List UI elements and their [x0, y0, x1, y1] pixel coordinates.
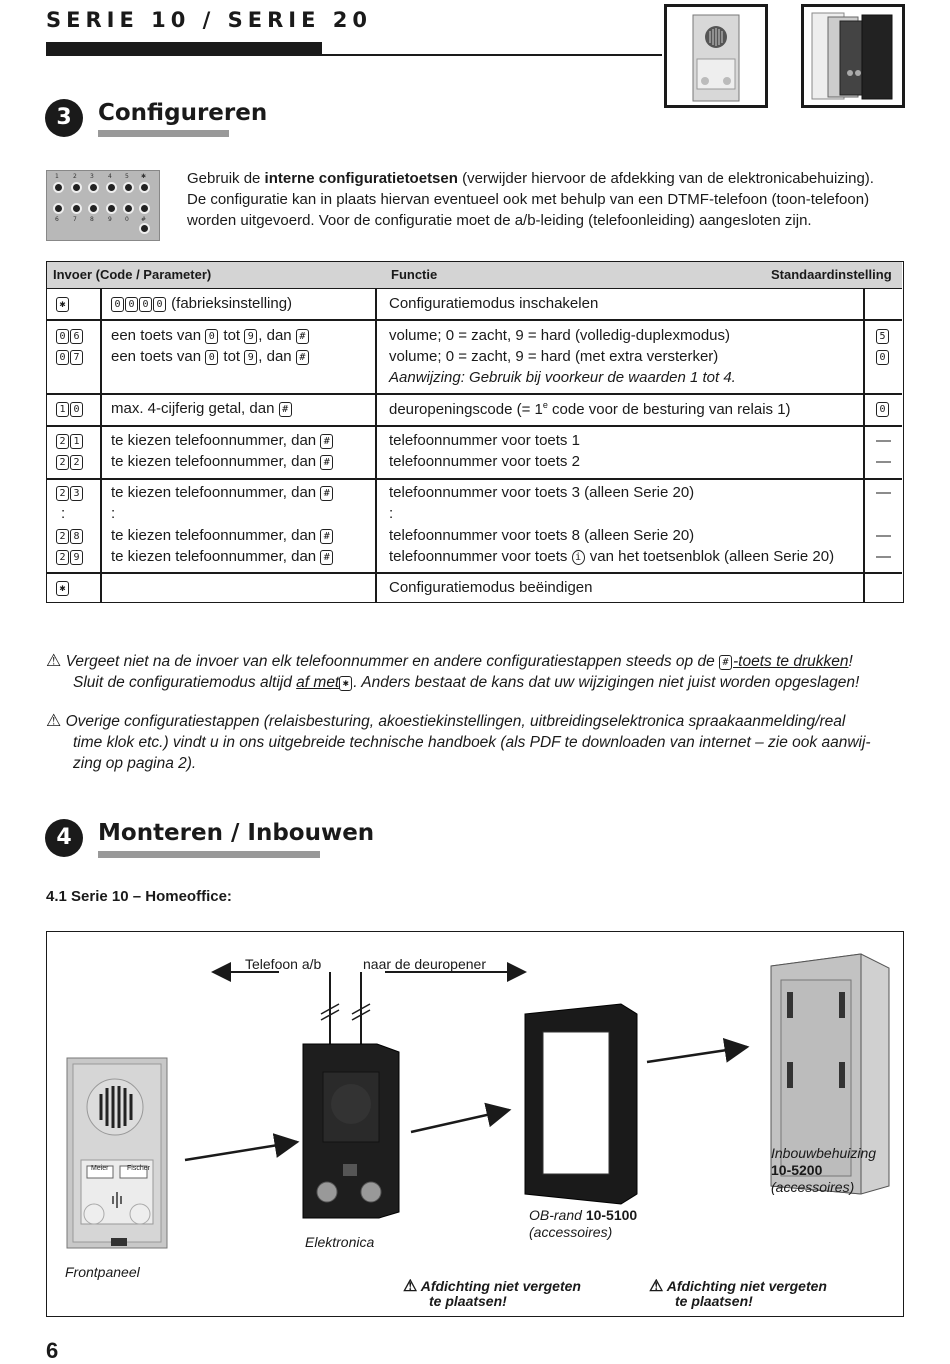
- header-line: [322, 54, 662, 56]
- section-3-underline: [98, 130, 229, 137]
- table-row-code: ✱: [56, 579, 70, 596]
- table-row-default: —: [876, 432, 891, 449]
- section-4-number: 4: [45, 819, 83, 857]
- keypad-label: 2: [73, 173, 77, 180]
- row-divider: [47, 572, 902, 574]
- panel-nameplate-2: Fischer: [127, 1165, 150, 1172]
- section-4-title: Monteren / Inbouwen: [98, 820, 375, 846]
- keypad-label: 9: [108, 216, 112, 223]
- table-row-default: —: [876, 548, 891, 565]
- table-row-param: 0 0 0 0 (fabrieksinstelling): [111, 295, 292, 312]
- label-mounting-box-accessories: (accessoires): [771, 1179, 855, 1195]
- table-row-function: telefoonnummer voor toets i van het toetsenblok (alleen Serie 20): [389, 548, 835, 565]
- table-row-code: 0 6: [56, 327, 84, 344]
- table-row-default: 0: [876, 400, 890, 417]
- table-row-function: volume; 0 = zacht, 9 = hard (met extra versterker): [389, 348, 719, 365]
- table-row-param: een toets van 0 tot 9 , dan #: [111, 327, 310, 344]
- table-row-function: telefoonnummer voor toets 8 (alleen Serie 20): [389, 527, 695, 544]
- table-row-param: te kiezen telefoonnummer, dan #: [111, 484, 334, 501]
- table-row-code: ✱: [56, 295, 70, 312]
- table-row-default: —: [876, 527, 891, 544]
- table-row-function: Configuratiemodus beëindigen: [389, 579, 593, 596]
- col-input-header: Invoer (Code / Parameter): [53, 267, 212, 282]
- info-icon: i: [572, 550, 585, 565]
- section-3-title: Configureren: [98, 100, 268, 126]
- keypad-label: 4: [108, 173, 112, 180]
- warning-other-config: ⚠ Overige configuratiestappen (relaisbesturing, akoestiekinstellingen, uitbreidingselektronica spraakaanmelding/real time klok etc.) vindt u in ons uitgebreide technische handboek (als PDF te downloaden van internet – zie ook aanwij- zing op pagina 2).: [46, 711, 871, 772]
- subsection-4-1-title: 4.1 Serie 10 – Homeoffice:: [46, 888, 232, 905]
- table-row-default: —: [876, 453, 891, 470]
- table-row-code: 1 0: [56, 400, 84, 417]
- table-row-function: :: [389, 505, 394, 522]
- keypad-label: #: [141, 216, 147, 223]
- keypad-label: 0: [125, 216, 129, 223]
- config-keypad-image: [46, 170, 160, 241]
- keypad-key: [139, 223, 150, 234]
- keypad-key: [139, 203, 150, 214]
- keypad-label: 5: [125, 173, 129, 180]
- product-thumbnail-front: [664, 4, 768, 108]
- label-electronics: Elektronica: [305, 1234, 375, 1250]
- table-row-default: 5: [876, 327, 890, 344]
- row-divider: [47, 319, 902, 321]
- col-function-header: Functie: [391, 267, 438, 282]
- table-row-function: volume; 0 = zacht, 9 = hard (volledig-duplexmodus): [389, 327, 731, 344]
- table-header: [47, 262, 902, 289]
- col-default-header: Standaardinstelling: [771, 267, 892, 282]
- label-ob-frame-accessories: (accessoires): [529, 1224, 613, 1240]
- row-divider: [47, 478, 902, 480]
- page-number: 6: [46, 1338, 59, 1363]
- keypad-key: [53, 203, 64, 214]
- header-bar: [46, 42, 322, 56]
- table-row-code: 2 2: [56, 453, 84, 470]
- keypad-key: [88, 203, 99, 214]
- table-row-param: een toets van 0 tot 9 , dan #: [111, 348, 310, 365]
- table-row-function: deuropeningscode (= $1^e$ code voor de besturing van relais 1): [389, 400, 791, 418]
- table-row-function: telefoonnummer voor toets 1: [389, 432, 580, 449]
- table-row-default: 0: [876, 348, 890, 365]
- table-row-code: 2 3: [56, 484, 84, 501]
- table-row-note: Aanwijzing: Gebruik bij voorkeur de waarden 1 tot 4.: [389, 369, 736, 386]
- table-row-param: te kiezen telefoonnummer, dan #: [111, 432, 334, 449]
- label-front-panel: Frontpaneel: [65, 1264, 140, 1280]
- warning-icon: ⚠: [649, 1278, 664, 1295]
- keypad-label: 1: [55, 173, 59, 180]
- seal-warning-2: ⚠ Afdichting niet vergeten: [649, 1278, 827, 1295]
- table-row-param: max. 4-cijferig getal, dan #: [111, 400, 293, 417]
- warning-save-config: ⚠ Vergeet niet na de invoer van elk telefoonnummer en andere configuratiestappen steeds op de # -toets te drukken! Sluit de configuratiemodus altijd af met ✱ . Anders bestaat de kans dat uw wijzigingen niet juist worden opgeslagen!: [46, 651, 860, 691]
- table-row-code: 0 7: [56, 348, 84, 365]
- table-row-function: telefoonnummer voor toets 2: [389, 453, 580, 470]
- table-row-param: te kiezen telefoonnummer, dan #: [111, 548, 334, 565]
- product-thumbnail-exploded: [801, 4, 905, 108]
- table-row-code: 2 1: [56, 432, 84, 449]
- label-mounting-box-code: 10-5200: [771, 1162, 823, 1178]
- mounting-diagram: [46, 931, 904, 1317]
- keypad-key: [53, 182, 64, 193]
- panel-nameplate-1: Meier: [91, 1165, 109, 1172]
- keypad-key: [88, 182, 99, 193]
- keypad-key: [106, 182, 117, 193]
- table-row-code: :: [61, 505, 66, 522]
- section-4-underline: [98, 851, 320, 858]
- section-3-number: 3: [45, 99, 83, 137]
- configuration-intro: Gebruik de interne configuratietoetsen (verwijder hiervoor de afdekking van de elektronicabehuizing). De configuratie kan in plaats hiervan eventueel ook met behulp van een DTMF-telefoon (toon-telefoon) worden uitgevoerd. Voor de configuratie moet de a/b-leiding (telefoonleiding) aangesloten zijn.: [187, 170, 874, 229]
- keypad-key: [123, 203, 134, 214]
- seal-warning-1: ⚠ Afdichting niet vergeten: [403, 1278, 581, 1295]
- table-row-param: te kiezen telefoonnummer, dan #: [111, 527, 334, 544]
- mounting-diagram-drawing: [47, 932, 902, 1315]
- keypad-key: [139, 182, 150, 193]
- keypad-label: 6: [55, 216, 59, 223]
- row-divider: [47, 393, 902, 395]
- table-row-code: 2 9: [56, 548, 84, 565]
- table-row-code: 2 8: [56, 527, 84, 544]
- seal-warning-1-line2: te plaatsen!: [429, 1293, 507, 1309]
- warning-icon: ⚠: [403, 1278, 418, 1295]
- column-divider: [100, 289, 102, 602]
- label-ob-frame: OB-rand 10-5100: [529, 1207, 638, 1223]
- warning-icon: ⚠: [46, 711, 62, 730]
- keypad-key: [71, 182, 82, 193]
- label-door-opener: naar de deuropener: [363, 956, 486, 972]
- table-row-function: telefoonnummer voor toets 3 (alleen Serie 20): [389, 484, 695, 501]
- table-row-function: Configuratiemodus inschakelen: [389, 295, 599, 312]
- column-divider: [863, 289, 865, 602]
- table-row-param: :: [111, 505, 116, 522]
- row-divider: [47, 425, 902, 427]
- seal-warning-2-line2: te plaatsen!: [675, 1293, 753, 1309]
- keypad-label: ✱: [141, 173, 147, 180]
- column-divider: [375, 289, 377, 602]
- label-telephone-ab: Telefoon a/b: [245, 956, 322, 972]
- configuration-table: [46, 261, 904, 603]
- keypad-label: 8: [90, 216, 94, 223]
- series-title: SERIE 10 / SERIE 20: [46, 8, 372, 32]
- keypad-key: [123, 182, 134, 193]
- warning-icon: ⚠: [46, 651, 62, 670]
- label-mounting-box: Inbouwbehuizing: [771, 1145, 877, 1161]
- table-row-default: —: [876, 484, 891, 501]
- table-row-param: te kiezen telefoonnummer, dan #: [111, 453, 334, 470]
- keypad-label: 7: [73, 216, 77, 223]
- keypad-label: 3: [90, 173, 94, 180]
- keypad-key: [71, 203, 82, 214]
- keypad-key: [106, 203, 117, 214]
